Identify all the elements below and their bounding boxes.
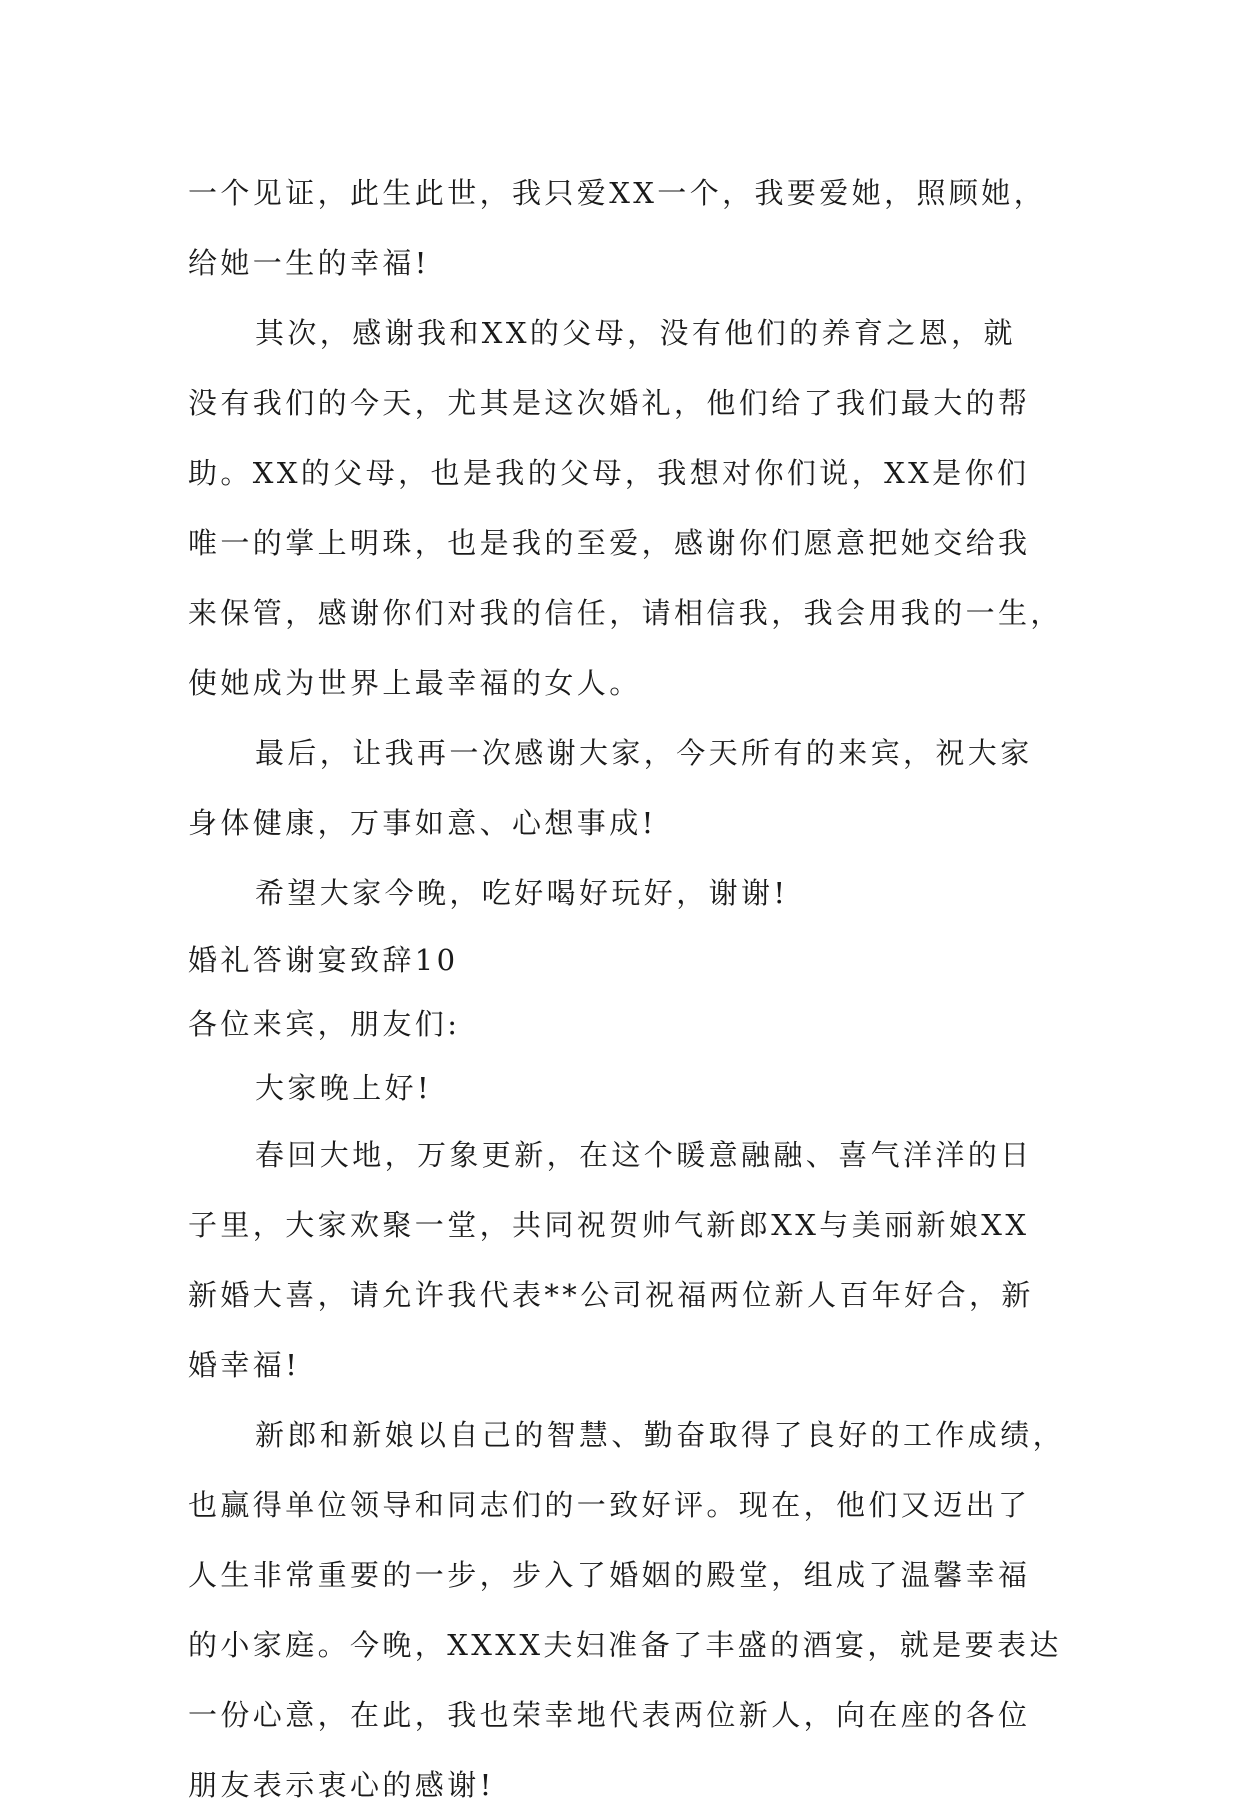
paragraph-start: 最后，让我再一次感谢大家，今天所有的来宾，祝大家 — [255, 736, 1033, 770]
text-line: 人生非常重要的一步，步入了婚姻的殿堂，组成了温馨幸福 — [188, 1558, 1031, 1592]
text-line: 助。XX的父母，也是我的父母，我想对你们说，XX是你们 — [188, 456, 1030, 490]
text-line: 的小家庭。今晚，XXXX夫妇准备了丰盛的酒宴，就是要表达 — [188, 1628, 1062, 1662]
text-line: 一份心意，在此，我也荣幸地代表两位新人，向在座的各位 — [188, 1698, 1031, 1732]
section-heading: 婚礼答谢宴致辞10 — [188, 943, 459, 977]
text-line: 新婚大喜，请允许我代表**公司祝福两位新人百年好合，新 — [188, 1278, 1034, 1312]
text-line: 来保管，感谢你们对我的信任，请相信我，我会用我的一生， — [188, 596, 1063, 630]
text-line: 朋友表示衷心的感谢! — [188, 1768, 495, 1802]
text-line: 使她成为世界上最幸福的女人。 — [188, 666, 642, 700]
document-body — [188, 158, 1066, 1820]
text-line: 身体健康，万事如意、心想事成! — [188, 806, 657, 840]
text-line: 没有我们的今天，尤其是这次婚礼，他们给了我们最大的帮 — [188, 386, 1031, 420]
text-line: 子里，大家欢聚一堂，共同祝贺帅气新郎XX与美丽新娘XX — [188, 1208, 1030, 1242]
paragraph-start: 其次，感谢我和XX的父母，没有他们的养育之恩，就 — [255, 316, 1016, 350]
paragraph-start: 新郎和新娘以自己的智慧、勤奋取得了良好的工作成绩， — [255, 1418, 1066, 1452]
text-line: 给她一生的幸福! — [188, 246, 430, 280]
paragraph-start: 希望大家今晚，吃好喝好玩好，谢谢! — [255, 876, 789, 910]
text-line: 也赢得单位领导和同志们的一致好评。现在，他们又迈出了 — [188, 1488, 1031, 1522]
salutation: 各位来宾，朋友们: — [188, 1007, 461, 1041]
text-line: 婚幸福! — [188, 1348, 301, 1382]
text-line: 一个见证，此生此世，我只爱XX一个，我要爱她，照顾她， — [188, 176, 1047, 210]
paragraph-start: 春回大地，万象更新，在这个暖意融融、喜气洋洋的日 — [255, 1138, 1033, 1172]
greeting: 大家晚上好! — [255, 1071, 433, 1105]
text-line: 唯一的掌上明珠，也是我的至爱，感谢你们愿意把她交给我 — [188, 526, 1031, 560]
